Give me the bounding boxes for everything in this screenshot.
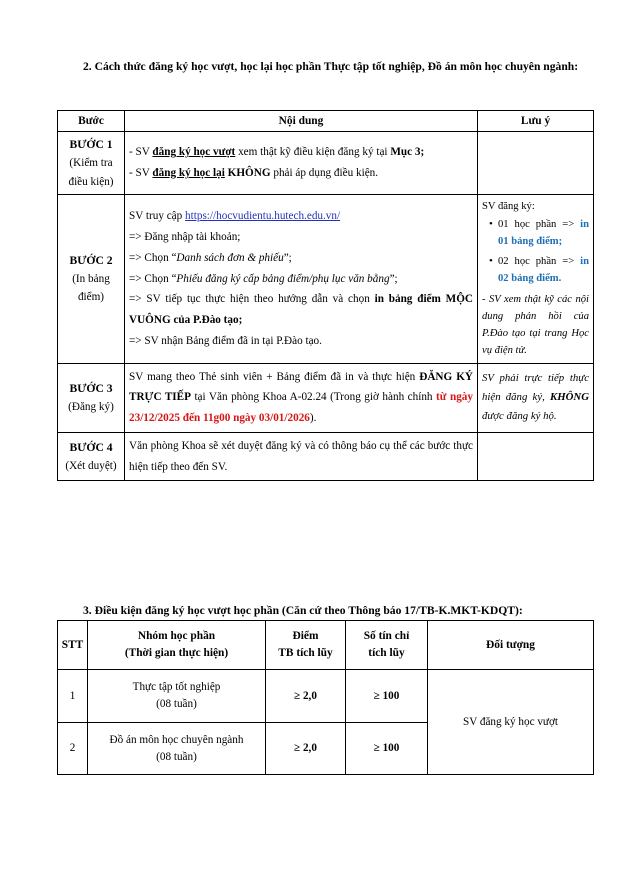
step-1-line-2: - SV đăng ký học lại KHÔNG phải áp dụng điều kiện. xyxy=(129,167,379,180)
header-gpa-line2: TB tích lũy xyxy=(278,647,333,660)
header-credits-line2: tích lũy xyxy=(368,647,405,660)
condition-1-credits: ≥ 100 xyxy=(346,670,428,723)
registration-date-range: từ ngày 23/12/2025 đến 11g00 ngày 03/01/2026 xyxy=(129,391,473,425)
hocvudientu-link[interactable]: https://hocvudientu.hutech.edu.vn/ xyxy=(185,210,341,223)
table-row-step-1 xyxy=(58,132,594,195)
header-course-group-line1: Nhóm học phần xyxy=(137,630,216,642)
conditions-header-row xyxy=(58,621,594,670)
step-2-label xyxy=(58,195,125,364)
step-2-line-4: => Chọn “Phiếu đăng ký cấp bảng điểm/phụ lục văn bằng”; xyxy=(129,272,398,285)
step-4-content xyxy=(125,432,478,480)
step-2-line-6: => SV nhận Bảng điểm đã in tại P.Đào tạo. xyxy=(129,334,322,347)
step-4-label xyxy=(58,432,125,480)
step-1-label xyxy=(58,132,125,195)
conditions-table xyxy=(57,620,594,775)
table-header-row xyxy=(58,111,594,132)
step-3-note-text: SV phải trực tiếp thực hiện đăng ký, KHÔNG được đăng ký hộ. xyxy=(482,371,589,423)
table-row-step-4 xyxy=(58,432,594,480)
step-1-line-1: - SV đăng ký học vượt xem thật kỹ điều kiện đăng ký tại Mục 3; xyxy=(129,146,425,159)
condition-1-stt: 1 xyxy=(58,670,88,723)
note-bullet-1: • 01 học phần => in 01 bảng điểm; xyxy=(491,217,589,251)
condition-1-name-main: Thực tập tốt nghiệp xyxy=(132,681,221,694)
step-3-note xyxy=(478,363,594,432)
section-3-heading: 3. Điều kiện đăng ký học vượt học phần (Căn cứ theo Thông báo 17/TB-K.MKT-KDQT): xyxy=(83,604,523,617)
header-stt: STT xyxy=(58,621,88,670)
step-2-content xyxy=(125,195,478,364)
step-3-content xyxy=(125,363,478,432)
header-gpa-line1: Điểm xyxy=(292,630,319,642)
step-3-name: BƯỚC 3 xyxy=(69,381,113,395)
note-bullet-2: • 02 học phần => in 02 bảng điểm. xyxy=(491,254,589,288)
step-2-sub: (In bảng điểm) xyxy=(72,272,110,304)
header-course-group xyxy=(88,621,266,670)
header-content: Nội dung xyxy=(125,111,478,132)
table-row-step-3 xyxy=(58,363,594,432)
step-2-note-title: SV đăng ký: xyxy=(482,201,535,213)
header-gpa xyxy=(266,621,346,670)
step-2-note-italic: - SV xem thật kỹ các nội dung phản hồi của P.Đào tạo tại trang Học vụ điện tử. xyxy=(482,294,589,357)
header-step: Bước xyxy=(58,111,125,132)
header-note: Lưu ý xyxy=(478,111,594,132)
header-credits-line1: Số tín chỉ xyxy=(363,630,410,642)
table-row-condition-1 xyxy=(58,670,594,723)
condition-1-duration: (08 tuần) xyxy=(156,698,197,711)
step-1-note xyxy=(478,132,594,195)
step-2-note xyxy=(478,195,594,364)
step-2-line-5: => SV tiếp tục thực hiện theo hướng dẫn và chọn in bảng điểm MỘC VUÔNG của P.Đào tạo; xyxy=(129,293,473,326)
step-2-line-2: => Đăng nhập tài khoản; xyxy=(129,231,241,244)
condition-2-credits: ≥ 100 xyxy=(346,722,428,775)
step-3-label xyxy=(58,363,125,432)
step-2-name: BƯỚC 2 xyxy=(69,253,113,267)
condition-1-name xyxy=(88,670,266,723)
step-4-note xyxy=(478,432,594,480)
step-1-name: BƯỚC 1 xyxy=(69,138,113,151)
step-1-content xyxy=(125,132,478,195)
step-2-line-1: SV truy cập https://hocvudientu.hutech.edu.vn/ xyxy=(129,210,341,223)
step-4-name: BƯỚC 4 xyxy=(69,440,113,454)
table-row-step-2 xyxy=(58,195,594,364)
step-3-sub: (Đăng ký) xyxy=(68,401,114,414)
condition-1-gpa: ≥ 2,0 xyxy=(266,670,346,723)
condition-2-name xyxy=(88,722,266,775)
step-1-sub: (Kiểm tra điều kiện) xyxy=(68,157,114,188)
header-credits xyxy=(346,621,428,670)
section-2-heading: 2. Cách thức đăng ký học vượt, học lại học phần Thực tập tốt nghiệp, Đồ án môn học chuyên ngành: xyxy=(83,60,579,73)
step-4-sub: (Xét duyệt) xyxy=(65,459,117,472)
condition-2-gpa: ≥ 2,0 xyxy=(266,722,346,775)
condition-2-stt: 2 xyxy=(58,722,88,775)
condition-2-duration: (08 tuần) xyxy=(156,750,197,763)
step-2-note-bullets xyxy=(482,217,589,288)
header-target: Đối tượng xyxy=(428,621,594,670)
registration-steps-table xyxy=(57,110,594,481)
condition-2-name-main: Đồ án môn học chuyên ngành xyxy=(109,733,244,746)
step-4-line-1: Văn phòng Khoa sẽ xét duyệt đăng ký và có thông báo cụ thể các bước thực hiện tiếp theo đến SV. xyxy=(129,439,473,473)
step-3-line-1: SV mang theo Thẻ sinh viên + Bảng điểm đã in và thực hiện ĐĂNG KÝ TRỰC TIẾP tại Văn phòng Khoa A-02.24 (Trong giờ hành chính từ ngày 23/12/2025 đến 11g00 ngày 03/01/2026). xyxy=(129,370,473,425)
step-2-line-3: => Chọn “Danh sách đơn & phiếu”; xyxy=(129,251,292,264)
header-course-group-line2: (Thời gian thực hiện) xyxy=(124,647,229,660)
conditions-target-value: SV đăng ký học vượt xyxy=(428,670,594,775)
